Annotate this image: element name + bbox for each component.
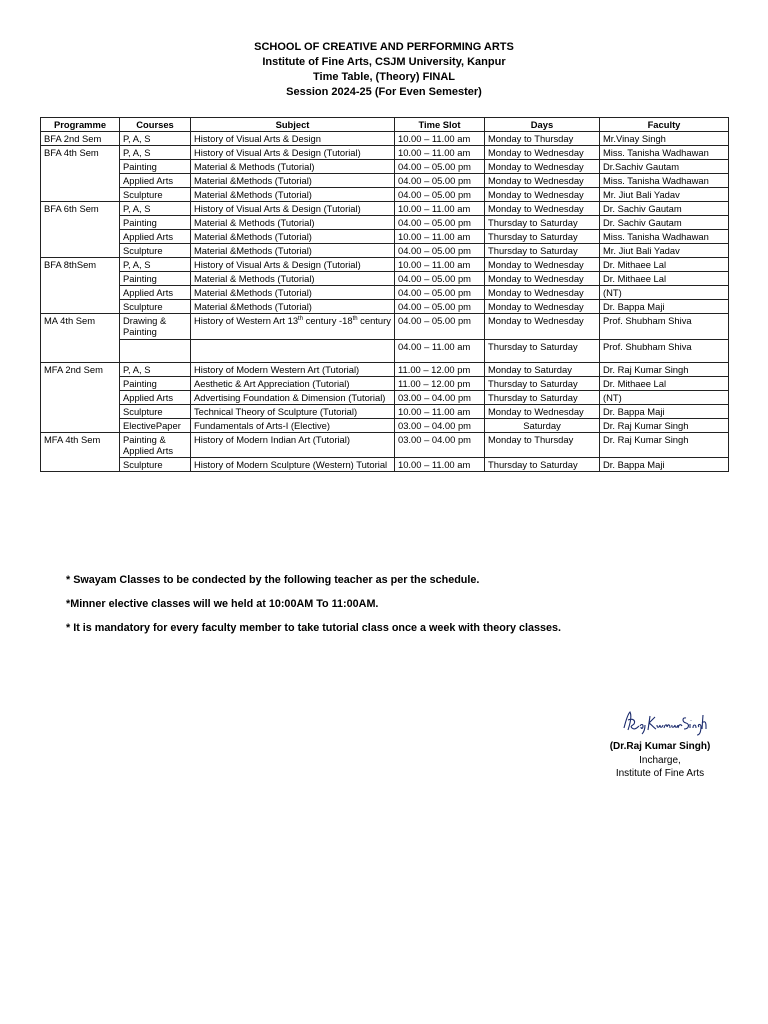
cell-time: 10.00 – 11.00 am — [395, 457, 485, 471]
cell-time: 03.00 – 04.00 pm — [395, 432, 485, 457]
cell-subject: History of Modern Sculpture (Western) Tutorial — [191, 457, 395, 471]
cell-subject: Aesthetic & Art Appreciation (Tutorial) — [191, 376, 395, 390]
cell-days: Monday to Wednesday — [485, 314, 600, 340]
cell-subject: History of Visual Arts & Design (Tutorial) — [191, 146, 395, 160]
signature-block — [560, 740, 760, 781]
table-row — [41, 362, 729, 376]
cell-time: 11.00 – 12.00 pm — [395, 376, 485, 390]
cell-course — [120, 340, 191, 363]
cell-days: Monday to Thursday — [485, 132, 600, 146]
cell-time: 04.00 – 05.00 pm — [395, 286, 485, 300]
signature-icon — [620, 706, 710, 738]
cell-subject: Material & Methods (Tutorial) — [191, 216, 395, 230]
table-row — [41, 160, 729, 174]
notes-section — [66, 574, 736, 646]
cell-subject: Material &Methods (Tutorial) — [191, 174, 395, 188]
cell-course: Painting — [120, 272, 191, 286]
handwritten-signature — [560, 706, 760, 738]
table-row — [41, 132, 729, 146]
cell-course: Applied Arts — [120, 174, 191, 188]
cell-days: Monday to Wednesday — [485, 174, 600, 188]
table-row — [41, 258, 729, 272]
cell-subject: Material &Methods (Tutorial) — [191, 286, 395, 300]
cell-days: Monday to Thursday — [485, 432, 600, 457]
table-row — [41, 314, 729, 340]
cell-faculty: Mr.Vinay Singh — [600, 132, 729, 146]
cell-course: Sculpture — [120, 300, 191, 314]
table-row — [41, 404, 729, 418]
cell-faculty: Dr. Mithaee Lal — [600, 272, 729, 286]
cell-time: 04.00 – 05.00 pm — [395, 216, 485, 230]
table-row — [41, 216, 729, 230]
column-header-time-slot: Time Slot — [395, 118, 485, 132]
table-row — [41, 230, 729, 244]
cell-faculty: Mr. Jiut Bali Yadav — [600, 188, 729, 202]
cell-course: Painting — [120, 160, 191, 174]
cell-programme — [41, 286, 120, 300]
cell-days: Monday to Wednesday — [485, 286, 600, 300]
cell-course: P, A, S — [120, 132, 191, 146]
cell-time: 04.00 – 05.00 pm — [395, 300, 485, 314]
cell-faculty: Dr.Sachiv Gautam — [600, 160, 729, 174]
cell-subject: History of Visual Arts & Design (Tutorial) — [191, 258, 395, 272]
cell-course: Sculpture — [120, 244, 191, 258]
superscript: th — [352, 315, 358, 322]
cell-programme: BFA 6th Sem — [41, 202, 120, 216]
cell-faculty: Dr. Sachiv Gautam — [600, 216, 729, 230]
subject-text: century — [357, 315, 391, 326]
cell-course: Applied Arts — [120, 390, 191, 404]
cell-time: 03.00 – 04.00 pm — [395, 418, 485, 432]
cell-course: P, A, S — [120, 362, 191, 376]
cell-subject: History of Modern Indian Art (Tutorial) — [191, 432, 395, 457]
cell-subject: Fundamentals of Arts-I (Elective) — [191, 418, 395, 432]
cell-time: 04.00 – 05.00 pm — [395, 160, 485, 174]
cell-days: Thursday to Saturday — [485, 376, 600, 390]
cell-days: Monday to Wednesday — [485, 188, 600, 202]
cell-faculty: Dr. Bappa Maji — [600, 404, 729, 418]
cell-subject: History of Visual Arts & Design (Tutorial) — [191, 202, 395, 216]
cell-programme — [41, 376, 120, 390]
cell-faculty: Prof. Shubham Shiva — [600, 340, 729, 363]
cell-subject: Material & Methods (Tutorial) — [191, 272, 395, 286]
cell-subject: History of Modern Western Art (Tutorial) — [191, 362, 395, 376]
cell-faculty: (NT) — [600, 286, 729, 300]
table-row — [41, 286, 729, 300]
cell-course: Applied Arts — [120, 286, 191, 300]
cell-days: Thursday to Saturday — [485, 244, 600, 258]
table-row — [41, 174, 729, 188]
column-header-courses: Courses — [120, 118, 191, 132]
cell-subject: Material &Methods (Tutorial) — [191, 300, 395, 314]
cell-faculty: Miss. Tanisha Wadhawan — [600, 174, 729, 188]
note-tutorial: * It is mandatory for every faculty member to take tutorial class once a week with theory classes. — [66, 622, 562, 634]
cell-faculty: Dr. Raj Kumar Singh — [600, 432, 729, 457]
institute-name: Institute of Fine Arts, CSJM University, Kanpur — [262, 56, 506, 68]
cell-faculty: (NT) — [600, 390, 729, 404]
table-row — [41, 300, 729, 314]
cell-faculty: Dr. Mithaee Lal — [600, 376, 729, 390]
cell-days: Monday to Wednesday — [485, 258, 600, 272]
cell-subject: Material &Methods (Tutorial) — [191, 244, 395, 258]
table-row — [41, 244, 729, 258]
cell-subject — [191, 340, 395, 363]
cell-days: Monday to Wednesday — [485, 146, 600, 160]
table-row — [41, 202, 729, 216]
cell-faculty: Dr. Bappa Maji — [600, 300, 729, 314]
cell-programme — [41, 457, 120, 471]
cell-days: Monday to Saturday — [485, 362, 600, 376]
cell-faculty: Dr. Raj Kumar Singh — [600, 418, 729, 432]
cell-time: 10.00 – 11.00 am — [395, 404, 485, 418]
cell-course: Sculpture — [120, 457, 191, 471]
cell-course: ElectivePaper — [120, 418, 191, 432]
cell-subject: Technical Theory of Sculpture (Tutorial) — [191, 404, 395, 418]
table-row — [41, 418, 729, 432]
document-header — [0, 40, 768, 100]
cell-programme: BFA 2nd Sem — [41, 132, 120, 146]
cell-programme: BFA 4th Sem — [41, 146, 120, 160]
cell-faculty: Miss. Tanisha Wadhawan — [600, 230, 729, 244]
school-name: SCHOOL OF CREATIVE AND PERFORMING ARTS — [254, 41, 514, 53]
cell-time: 10.00 – 11.00 am — [395, 132, 485, 146]
cell-programme — [41, 216, 120, 230]
cell-course: P, A, S — [120, 202, 191, 216]
cell-programme: MFA 2nd Sem — [41, 362, 120, 376]
column-header-days: Days — [485, 118, 600, 132]
cell-time: 10.00 – 11.00 am — [395, 146, 485, 160]
cell-course: Sculpture — [120, 404, 191, 418]
signatory-role: Incharge, — [639, 754, 681, 766]
cell-course: P, A, S — [120, 146, 191, 160]
cell-course: Drawing & Painting — [120, 314, 191, 340]
column-header-subject: Subject — [191, 118, 395, 132]
cell-time: 04.00 – 11.00 am — [395, 340, 485, 363]
cell-days: Thursday to Saturday — [485, 230, 600, 244]
session-label: Session 2024-25 (For Even Semester) — [286, 86, 482, 98]
cell-faculty: Dr. Mithaee Lal — [600, 258, 729, 272]
table-row — [41, 146, 729, 160]
cell-days: Thursday to Saturday — [485, 340, 600, 363]
cell-course: Sculpture — [120, 188, 191, 202]
cell-days: Thursday to Saturday — [485, 390, 600, 404]
table-row — [41, 340, 729, 363]
column-header-faculty: Faculty — [600, 118, 729, 132]
cell-course: P, A, S — [120, 258, 191, 272]
cell-days: Monday to Wednesday — [485, 202, 600, 216]
table-row — [41, 272, 729, 286]
cell-subject — [191, 314, 395, 340]
cell-subject: History of Visual Arts & Design — [191, 132, 395, 146]
table-row — [41, 432, 729, 457]
cell-days: Monday to Wednesday — [485, 404, 600, 418]
signatory-name: (Dr.Raj Kumar Singh) — [609, 741, 711, 752]
cell-days: Monday to Wednesday — [485, 300, 600, 314]
cell-faculty: Dr. Bappa Maji — [600, 457, 729, 471]
cell-time: 04.00 – 05.00 pm — [395, 244, 485, 258]
table-row — [41, 188, 729, 202]
cell-programme — [41, 404, 120, 418]
cell-programme — [41, 188, 120, 202]
cell-programme — [41, 390, 120, 404]
cell-programme: MA 4th Sem — [41, 314, 120, 340]
cell-faculty: Mr. Jiut Bali Yadav — [600, 244, 729, 258]
cell-days: Saturday — [485, 418, 600, 432]
cell-faculty: Dr. Raj Kumar Singh — [600, 362, 729, 376]
cell-time: 04.00 – 05.00 pm — [395, 174, 485, 188]
cell-course: Painting — [120, 216, 191, 230]
cell-programme — [41, 300, 120, 314]
cell-time: 10.00 – 11.00 am — [395, 202, 485, 216]
cell-time: 04.00 – 05.00 pm — [395, 272, 485, 286]
cell-faculty: Dr. Sachiv Gautam — [600, 202, 729, 216]
cell-days: Monday to Wednesday — [485, 272, 600, 286]
cell-days: Thursday to Saturday — [485, 457, 600, 471]
cell-programme — [41, 160, 120, 174]
cell-course: Painting — [120, 376, 191, 390]
cell-course: Applied Arts — [120, 230, 191, 244]
cell-time: 10.00 – 11.00 am — [395, 258, 485, 272]
note-elective: *Minner elective classes will we held at 10:00AM To 11:00AM. — [66, 598, 379, 610]
cell-time: 04.00 – 05.00 pm — [395, 314, 485, 340]
column-header-programme: Programme — [41, 118, 120, 132]
cell-faculty: Prof. Shubham Shiva — [600, 314, 729, 340]
table-row — [41, 376, 729, 390]
timetable — [40, 117, 729, 472]
subject-text: History of Western Art 13 — [194, 315, 299, 326]
table-header-row — [41, 118, 729, 132]
subject-text: century -18 — [303, 315, 353, 326]
signatory-institute: Institute of Fine Arts — [615, 768, 705, 779]
cell-time: 11.00 – 12.00 pm — [395, 362, 485, 376]
cell-programme — [41, 272, 120, 286]
cell-programme — [41, 418, 120, 432]
cell-time: 03.00 – 04.00 pm — [395, 390, 485, 404]
cell-programme: MFA 4th Sem — [41, 432, 120, 457]
cell-faculty: Miss. Tanisha Wadhawan — [600, 146, 729, 160]
table-row — [41, 390, 729, 404]
cell-time: 10.00 – 11.00 am — [395, 230, 485, 244]
table-row — [41, 457, 729, 471]
note-swayam: * Swayam Classes to be condected by the following teacher as per the schedule. — [66, 574, 480, 586]
cell-programme — [41, 230, 120, 244]
cell-days: Monday to Wednesday — [485, 160, 600, 174]
cell-subject: Material &Methods (Tutorial) — [191, 188, 395, 202]
cell-subject: Material & Methods (Tutorial) — [191, 160, 395, 174]
cell-programme — [41, 174, 120, 188]
cell-days: Thursday to Saturday — [485, 216, 600, 230]
cell-programme: BFA 8thSem — [41, 258, 120, 272]
document-title: Time Table, (Theory) FINAL — [313, 71, 455, 83]
cell-programme — [41, 244, 120, 258]
cell-subject: Material &Methods (Tutorial) — [191, 230, 395, 244]
cell-time: 04.00 – 05.00 pm — [395, 188, 485, 202]
cell-subject: Advertising Foundation & Dimension (Tutorial) — [191, 390, 395, 404]
cell-course: Painting & Applied Arts — [120, 432, 191, 457]
cell-programme — [41, 340, 120, 363]
superscript: th — [298, 315, 304, 322]
